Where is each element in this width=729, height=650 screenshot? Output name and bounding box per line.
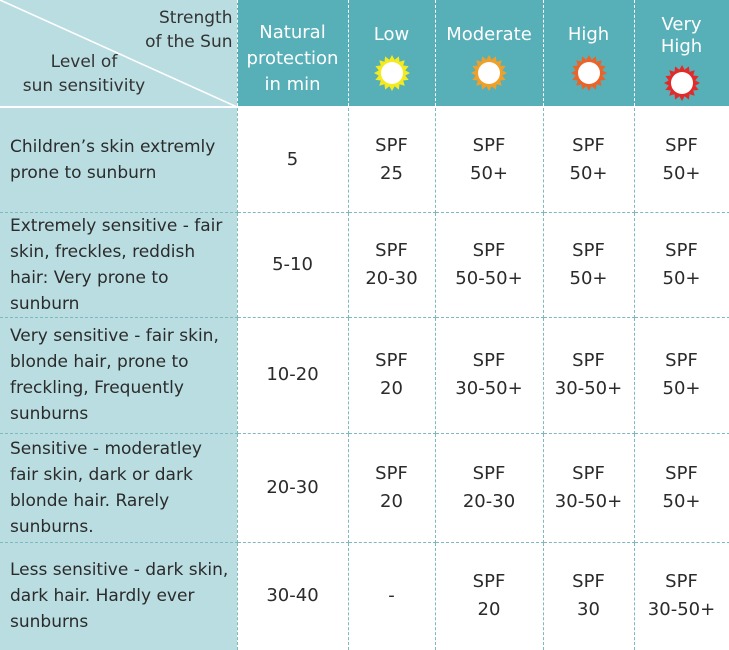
sensitivity-level-line-2: sun sensitivity xyxy=(22,76,146,96)
header-label-line: Natural xyxy=(259,22,326,43)
spf-value: 25 xyxy=(380,162,403,184)
spf-high-cell xyxy=(543,107,634,212)
spf-low-cell xyxy=(348,212,435,317)
spf-label: SPF xyxy=(572,350,605,371)
spf-low-cell xyxy=(348,433,435,542)
table-row xyxy=(0,542,729,650)
header-row xyxy=(0,0,729,107)
spf-value: 50+ xyxy=(470,162,508,184)
spf-label: SPF xyxy=(665,571,698,593)
header-label: Moderate xyxy=(446,23,532,45)
sun-low-icon xyxy=(373,54,411,92)
spf-value: 20 xyxy=(380,378,403,399)
spf-label: SPF xyxy=(665,239,698,261)
spf-value: 50+ xyxy=(662,378,701,399)
spf-high-cell xyxy=(543,542,634,650)
spf-value: 30-50+ xyxy=(554,490,623,512)
header-label-line: in min xyxy=(264,74,321,95)
sensitivity-level-line-1: Level of xyxy=(50,52,118,72)
spf-label: SPF xyxy=(472,462,506,484)
header-label xyxy=(238,8,348,98)
sensitivity-level-cell: Extremely sensitive - fair skin, freckles, reddish hair: Very prone to sunburn xyxy=(0,212,237,317)
spf-very-high-cell xyxy=(634,212,729,317)
table-row xyxy=(0,107,729,212)
header-label-line: Very xyxy=(661,13,702,35)
table-row xyxy=(0,433,729,542)
spf-low-cell xyxy=(348,317,435,433)
spf-value: 50+ xyxy=(569,162,608,184)
spf-very-high-cell xyxy=(634,542,729,650)
header-moderate xyxy=(435,0,543,107)
spf-value: 50-50+ xyxy=(455,267,523,289)
spf-value: 50+ xyxy=(662,490,701,512)
spf-label: SPF xyxy=(375,462,408,484)
corner-header-cell xyxy=(0,0,237,107)
spf-value: 30 xyxy=(577,599,600,621)
header-high xyxy=(543,0,634,107)
spf-label: SPF xyxy=(375,239,408,261)
spf-label: SPF xyxy=(572,462,605,484)
spf-moderate-cell xyxy=(435,433,543,542)
spf-value: 20 xyxy=(477,599,501,621)
spf-label: SPF xyxy=(472,350,506,371)
spf-label: SPF xyxy=(665,350,698,371)
header-label: High xyxy=(567,23,610,45)
table-row xyxy=(0,212,729,317)
spf-label: SPF xyxy=(375,350,408,371)
spf-label: SPF xyxy=(572,571,605,593)
header-very-high xyxy=(634,0,729,107)
spf-low-cell xyxy=(348,542,435,650)
sensitivity-level-cell: Children’s skin extremly prone to sunburn xyxy=(0,107,237,212)
header-natural-protection xyxy=(237,0,348,107)
sensitivity-level-cell: Very sensitive - fair skin, blonde hair, prone to freckling, Frequently sunburns xyxy=(0,317,237,433)
spf-very-high-cell xyxy=(634,317,729,433)
header-label: Low xyxy=(373,23,410,45)
sensitivity-level-cell: Sensitive - moderatley fair skin, dark or dark blonde hair. Rarely sunburns. xyxy=(0,433,237,542)
spf-moderate-cell xyxy=(435,317,543,433)
sun-high-icon xyxy=(570,54,608,92)
header-label xyxy=(635,5,729,60)
table-row xyxy=(0,317,729,433)
sun-strength-label xyxy=(123,6,233,54)
spf-value: 30-50+ xyxy=(647,599,716,621)
spf-high-cell xyxy=(543,433,634,542)
spf-value: 30-50+ xyxy=(455,378,523,399)
sensitivity-level-label xyxy=(14,50,154,98)
spf-moderate-cell xyxy=(435,542,543,650)
spf-value: 20-30 xyxy=(365,267,418,289)
spf-moderate-cell xyxy=(435,212,543,317)
header-label-line: protection xyxy=(246,48,339,69)
spf-moderate-cell xyxy=(435,107,543,212)
natural-protection-cell: 20-30 xyxy=(237,433,348,542)
natural-protection-cell: 5-10 xyxy=(237,212,348,317)
spf-very-high-cell xyxy=(634,107,729,212)
spf-value: - xyxy=(388,585,395,607)
spf-value: 20-30 xyxy=(462,490,516,512)
spf-high-cell xyxy=(543,212,634,317)
spf-value: 50+ xyxy=(662,162,701,184)
header-label-line: High xyxy=(660,35,703,57)
spf-value: 50+ xyxy=(569,267,608,289)
spf-label: SPF xyxy=(472,134,506,156)
sun-strength-line-1: Strength xyxy=(158,8,233,28)
spf-label: SPF xyxy=(472,571,506,593)
sun-moderate-icon xyxy=(470,54,508,92)
natural-protection-cell: 5 xyxy=(237,107,348,212)
natural-protection-cell: 30-40 xyxy=(237,542,348,650)
sensitivity-level-cell: Less sensitive - dark skin, dark hair. Hardly ever sunburns xyxy=(0,542,237,650)
spf-low-cell xyxy=(348,107,435,212)
spf-label: SPF xyxy=(665,134,698,156)
sun-strength-line-2: of the Sun xyxy=(145,32,233,52)
spf-label: SPF xyxy=(665,462,698,484)
spf-high-cell xyxy=(543,317,634,433)
spf-value: 20 xyxy=(380,490,403,512)
spf-label: SPF xyxy=(572,239,605,261)
header-low xyxy=(348,0,435,107)
spf-label: SPF xyxy=(572,134,605,156)
spf-label: SPF xyxy=(472,239,506,261)
spf-label: SPF xyxy=(375,134,408,156)
sun-very-high-icon xyxy=(663,64,701,102)
spf-very-high-cell xyxy=(634,433,729,542)
spf-value: 30-50+ xyxy=(554,378,623,399)
natural-protection-cell: 10-20 xyxy=(237,317,348,433)
spf-value: 50+ xyxy=(662,267,701,289)
